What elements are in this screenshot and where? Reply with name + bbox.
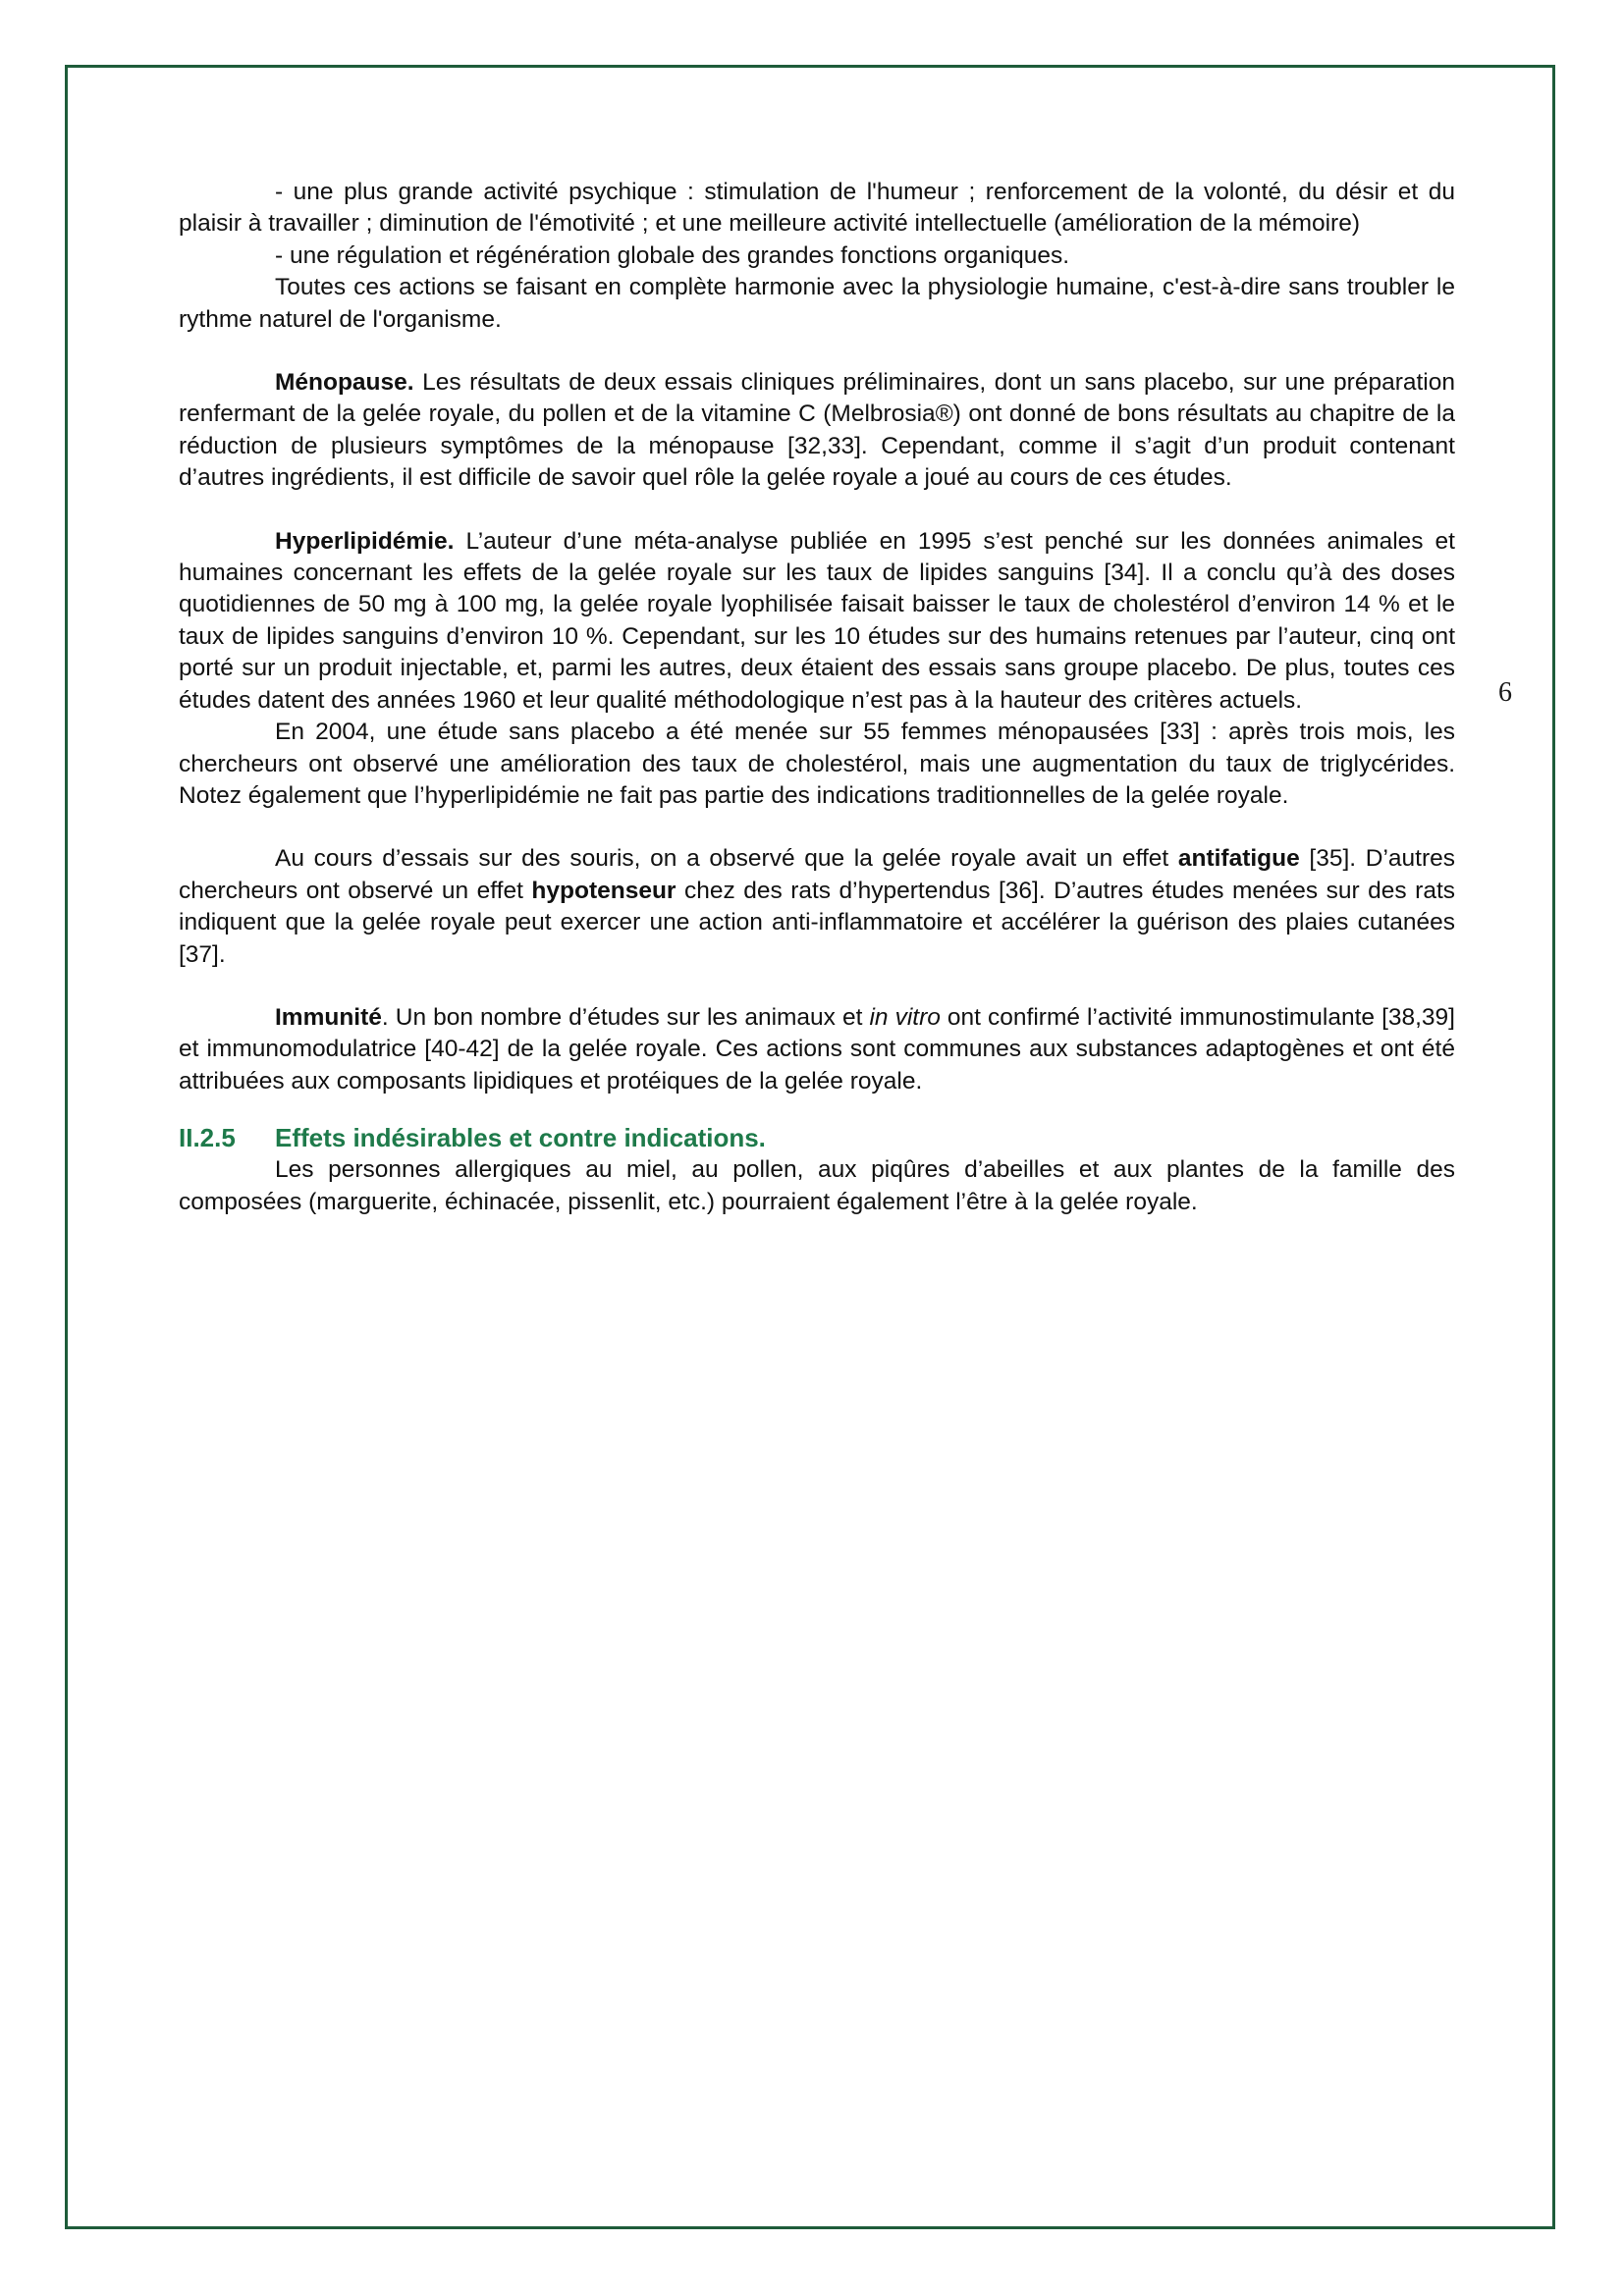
keyword-hyperlipidemie: Hyperlipidémie. bbox=[275, 527, 455, 555]
section-number: II.2.5 bbox=[179, 1123, 236, 1153]
paragraph-immunite bbox=[179, 1002, 1455, 1097]
paragraph-etude-2004: En 2004, une étude sans placebo a été menée sur 55 femmes ménopausées [33] : après trois mois, les chercheurs ont observé une amélioration des taux de cholestérol, mais une augmentation du taux de triglycérides. Notez également que l’hyperlipidémie ne fait pas partie des indications traditionnelles de la gelée royale. bbox=[179, 719, 1455, 809]
keyword-hypotenseur: hypotenseur bbox=[531, 877, 677, 904]
text-immunite-2: ont confirmé l’activité immunostimulante [38,39] et immunomodulatrice [40-42] de la gelée royale. Ces actions sont communes aux substances adaptogènes et ont été attribuées aux composants lipidiques et protéiques de la gelée royale. bbox=[179, 1003, 1455, 1095]
text-in-vitro: in vitro bbox=[869, 1003, 941, 1031]
paragraph-menopause bbox=[179, 367, 1455, 495]
text-menopause: Les résultats de deux essais cliniques préliminaires, dont un sans placebo, sur une préparation renfermant de la gelée royale, du pollen et de la vitamine C (Melbrosia®) ont donné de bons résultats au chapitre de la réduction de plusieurs symptômes de la ménopause [32,33]. Cependant, comme il s’agit d’un produit contenant d’autres ingrédients, il est difficile de savoir quel rôle la gelée royale a joué au cours de ces études. bbox=[179, 369, 1455, 492]
keyword-immunite: Immunité bbox=[275, 1003, 382, 1031]
paragraph-activite-psychique: - une plus grande activité psychique : stimulation de l'humeur ; renforcement de la volonté, du désir et du plaisir à travailler ; diminution de l'émotivité ; et une meilleure activité intellectuelle (amélioration de la mémoire) bbox=[179, 179, 1455, 238]
section-title: Effets indésirables et contre indications. bbox=[275, 1123, 766, 1153]
keyword-menopause: Ménopause. bbox=[275, 369, 414, 397]
keyword-antifatigue: antifatigue bbox=[1177, 845, 1300, 873]
paragraph-hyperlipidemie bbox=[179, 526, 1455, 717]
paragraph-harmonie: Toutes ces actions se faisant en complète harmonie avec la physiologie humaine, c'est-à-dire sans troubler le rythme naturel de l'organisme. bbox=[179, 274, 1455, 333]
paragraph-souris bbox=[179, 843, 1455, 971]
section-heading bbox=[179, 1121, 1455, 1154]
paragraph-allergies: Les personnes allergiques au miel, au pollen, aux piqûres d’abeilles et aux plantes de la famille des composées (marguerite, échinacée, pissenlit, etc.) pourraient également l’être à la gelée royale. bbox=[179, 1156, 1455, 1215]
text-souris-2: [35]. D’autres chercheurs ont observé un effet bbox=[179, 845, 1456, 904]
text-souris-3: chez des rats d’hypertendus [36]. D’autres études menées sur des rats indiquent que la gelée royale peut exercer une action anti-inflammatoire et accélérer la guérison des plaies cutanées [37]. bbox=[179, 877, 1455, 968]
text-immunite-1: . Un bon nombre d’études sur les animaux et bbox=[381, 1003, 870, 1031]
document-body bbox=[179, 177, 1455, 1218]
page-number: 6 bbox=[1498, 677, 1512, 708]
text-hyperlipidemie: L’auteur d’une méta-analyse publiée en 1995 s’est penché sur les données animales et humaines concernant les effets de la gelée royale sur les taux de lipides sanguins [34]. Il a conclu qu’à des doses quotidiennes de 50 mg à 100 mg, la gelée royale lyophilisée faisait baisser le taux de cholestérol d’environ 14 % et le taux de lipides sanguins d’environ 10 %. Cependant, sur les 10 études sur des humains retenues par l’auteur, cinq ont porté sur un produit injectable, et, parmi les autres, deux étaient des essais sans groupe placebo. De plus, toutes ces études datent des années 1960 et leur qualité méthodologique n’est pas à la hauteur des critères actuels. bbox=[179, 527, 1455, 714]
paragraph-regulation: - une régulation et régénération globale des grandes fonctions organiques. bbox=[275, 241, 1070, 269]
text-souris-1: Au cours d’essais sur des souris, on a observé que la gelée royale avait un effet bbox=[275, 845, 1178, 873]
